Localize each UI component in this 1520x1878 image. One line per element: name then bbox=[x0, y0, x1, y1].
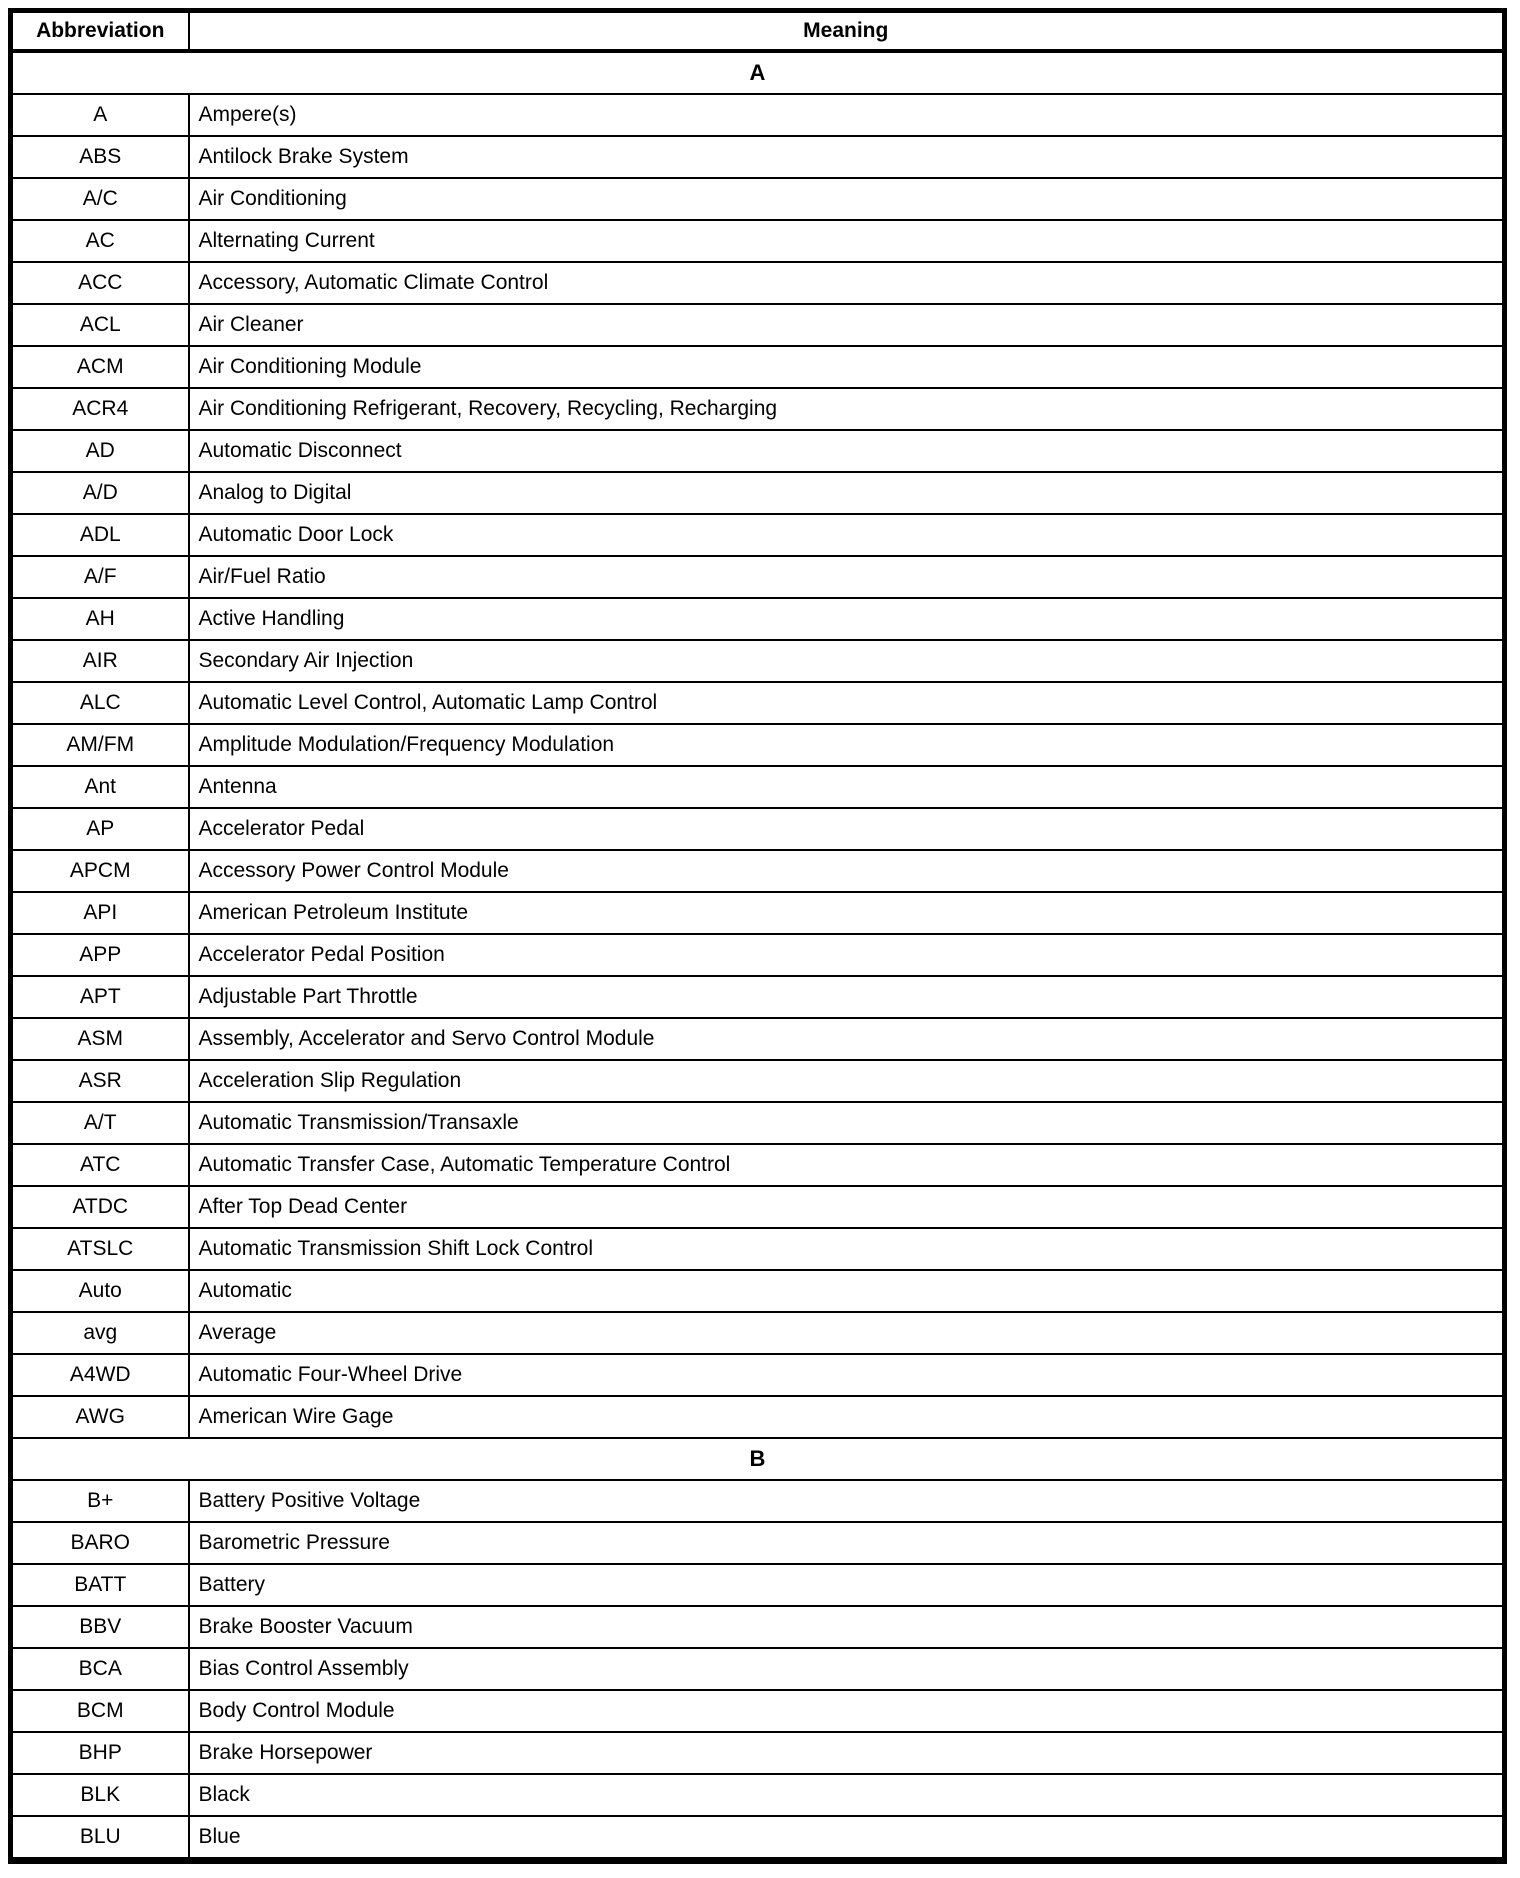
meaning-cell: Amplitude Modulation/Frequency Modulation bbox=[189, 724, 1505, 766]
table-row bbox=[11, 1228, 1505, 1270]
meaning-cell: Automatic Door Lock bbox=[189, 514, 1505, 556]
meaning-cell: Brake Horsepower bbox=[189, 1732, 1505, 1774]
abbreviation-cell: BCM bbox=[11, 1690, 189, 1732]
meaning-cell: American Petroleum Institute bbox=[189, 892, 1505, 934]
table-row bbox=[11, 640, 1505, 682]
meaning-cell: Battery Positive Voltage bbox=[189, 1480, 1505, 1522]
table-row bbox=[11, 1774, 1505, 1816]
meaning-cell: Alternating Current bbox=[189, 220, 1505, 262]
abbreviation-cell: ACR4 bbox=[11, 388, 189, 430]
meaning-cell: Automatic Transmission/Transaxle bbox=[189, 1102, 1505, 1144]
abbreviation-cell: BLK bbox=[11, 1774, 189, 1816]
table-row bbox=[11, 850, 1505, 892]
table-row bbox=[11, 934, 1505, 976]
table-row bbox=[11, 808, 1505, 850]
abbreviation-cell: ACC bbox=[11, 262, 189, 304]
table-row bbox=[11, 262, 1505, 304]
header-row bbox=[11, 11, 1505, 52]
meaning-cell: Automatic Level Control, Automatic Lamp Control bbox=[189, 682, 1505, 724]
abbreviation-cell: BCA bbox=[11, 1648, 189, 1690]
table-row bbox=[11, 472, 1505, 514]
table-row bbox=[11, 976, 1505, 1018]
table-row bbox=[11, 346, 1505, 388]
meaning-cell: Body Control Module bbox=[189, 1690, 1505, 1732]
abbreviation-cell: ACM bbox=[11, 346, 189, 388]
table-row bbox=[11, 1018, 1505, 1060]
abbreviation-table bbox=[8, 8, 1507, 1864]
meaning-cell: Secondary Air Injection bbox=[189, 640, 1505, 682]
abbreviation-cell: BHP bbox=[11, 1732, 189, 1774]
meaning-cell: Air Conditioning bbox=[189, 178, 1505, 220]
meaning-cell: Average bbox=[189, 1312, 1505, 1354]
abbreviation-cell: ASM bbox=[11, 1018, 189, 1060]
table-row bbox=[11, 1060, 1505, 1102]
table-row bbox=[11, 1606, 1505, 1648]
meaning-cell: Assembly, Accelerator and Servo Control Module bbox=[189, 1018, 1505, 1060]
meaning-cell: Acceleration Slip Regulation bbox=[189, 1060, 1505, 1102]
meaning-cell: Accelerator Pedal bbox=[189, 808, 1505, 850]
meaning-cell: Automatic Disconnect bbox=[189, 430, 1505, 472]
table-row bbox=[11, 1144, 1505, 1186]
abbreviation-cell: A/D bbox=[11, 472, 189, 514]
abbreviation-cell: BLU bbox=[11, 1816, 189, 1861]
section-label: B bbox=[11, 1438, 1505, 1480]
abbreviation-cell: Auto bbox=[11, 1270, 189, 1312]
table-row bbox=[11, 178, 1505, 220]
meaning-cell: Automatic Transfer Case, Automatic Temperature Control bbox=[189, 1144, 1505, 1186]
meaning-cell: Bias Control Assembly bbox=[189, 1648, 1505, 1690]
abbreviation-cell: API bbox=[11, 892, 189, 934]
table-row bbox=[11, 1564, 1505, 1606]
abbreviation-cell: ASR bbox=[11, 1060, 189, 1102]
meaning-cell: Accessory, Automatic Climate Control bbox=[189, 262, 1505, 304]
abbreviation-cell: B+ bbox=[11, 1480, 189, 1522]
table-row bbox=[11, 94, 1505, 136]
table-row bbox=[11, 136, 1505, 178]
meaning-cell: Antenna bbox=[189, 766, 1505, 808]
abbreviation-cell: ATC bbox=[11, 1144, 189, 1186]
table-row bbox=[11, 724, 1505, 766]
table-row bbox=[11, 1354, 1505, 1396]
abbreviation-cell: A/T bbox=[11, 1102, 189, 1144]
table-row bbox=[11, 1648, 1505, 1690]
meaning-cell: Accelerator Pedal Position bbox=[189, 934, 1505, 976]
table-row bbox=[11, 1102, 1505, 1144]
abbreviation-cell: Ant bbox=[11, 766, 189, 808]
meaning-cell: Air/Fuel Ratio bbox=[189, 556, 1505, 598]
table-row bbox=[11, 598, 1505, 640]
abbreviation-cell: BARO bbox=[11, 1522, 189, 1564]
table-row bbox=[11, 388, 1505, 430]
abbreviation-cell: AP bbox=[11, 808, 189, 850]
abbreviation-cell: ABS bbox=[11, 136, 189, 178]
meaning-cell: Accessory Power Control Module bbox=[189, 850, 1505, 892]
table-row bbox=[11, 1816, 1505, 1861]
abbreviation-cell: ATDC bbox=[11, 1186, 189, 1228]
meaning-cell: Analog to Digital bbox=[189, 472, 1505, 514]
table-row bbox=[11, 1270, 1505, 1312]
table-row bbox=[11, 1396, 1505, 1438]
section-row bbox=[11, 1438, 1505, 1480]
meaning-cell: Automatic Transmission Shift Lock Control bbox=[189, 1228, 1505, 1270]
meaning-cell: Active Handling bbox=[189, 598, 1505, 640]
table-row bbox=[11, 1186, 1505, 1228]
table-row bbox=[11, 430, 1505, 472]
meaning-column-header: Meaning bbox=[189, 11, 1505, 52]
table-row bbox=[11, 1312, 1505, 1354]
table-header bbox=[11, 11, 1505, 52]
table-row bbox=[11, 304, 1505, 346]
table-row bbox=[11, 1480, 1505, 1522]
abbreviation-cell: ADL bbox=[11, 514, 189, 556]
meaning-cell: American Wire Gage bbox=[189, 1396, 1505, 1438]
table-row bbox=[11, 514, 1505, 556]
abbreviation-cell: APCM bbox=[11, 850, 189, 892]
table-row bbox=[11, 1690, 1505, 1732]
abbreviation-cell: A/C bbox=[11, 178, 189, 220]
abbreviation-cell: AC bbox=[11, 220, 189, 262]
abbreviation-cell: avg bbox=[11, 1312, 189, 1354]
meaning-cell: Automatic Four-Wheel Drive bbox=[189, 1354, 1505, 1396]
abbreviation-cell: AIR bbox=[11, 640, 189, 682]
abbreviation-cell: ACL bbox=[11, 304, 189, 346]
meaning-cell: Battery bbox=[189, 1564, 1505, 1606]
meaning-cell: Automatic bbox=[189, 1270, 1505, 1312]
abbreviation-cell: AD bbox=[11, 430, 189, 472]
abbreviation-cell: ATSLC bbox=[11, 1228, 189, 1270]
meaning-cell: Brake Booster Vacuum bbox=[189, 1606, 1505, 1648]
table-row bbox=[11, 1522, 1505, 1564]
table-row bbox=[11, 892, 1505, 934]
meaning-cell: Blue bbox=[189, 1816, 1505, 1861]
meaning-cell: Ampere(s) bbox=[189, 94, 1505, 136]
meaning-cell: Barometric Pressure bbox=[189, 1522, 1505, 1564]
section-label: A bbox=[11, 51, 1505, 94]
abbreviation-cell: ALC bbox=[11, 682, 189, 724]
table-body bbox=[11, 51, 1505, 1861]
meaning-cell: Air Conditioning Refrigerant, Recovery, Recycling, Recharging bbox=[189, 388, 1505, 430]
table-row bbox=[11, 682, 1505, 724]
meaning-cell: Air Cleaner bbox=[189, 304, 1505, 346]
abbreviation-column-header: Abbreviation bbox=[11, 11, 189, 52]
section-row bbox=[11, 51, 1505, 94]
abbreviation-cell: BBV bbox=[11, 1606, 189, 1648]
table-row bbox=[11, 556, 1505, 598]
abbreviation-cell: A bbox=[11, 94, 189, 136]
abbreviation-cell: A/F bbox=[11, 556, 189, 598]
meaning-cell: Black bbox=[189, 1774, 1505, 1816]
meaning-cell: Adjustable Part Throttle bbox=[189, 976, 1505, 1018]
abbreviation-cell: APT bbox=[11, 976, 189, 1018]
abbreviation-cell: A4WD bbox=[11, 1354, 189, 1396]
abbreviation-cell: AH bbox=[11, 598, 189, 640]
table-row bbox=[11, 1732, 1505, 1774]
meaning-cell: Air Conditioning Module bbox=[189, 346, 1505, 388]
abbreviation-cell: BATT bbox=[11, 1564, 189, 1606]
abbreviation-cell: AM/FM bbox=[11, 724, 189, 766]
meaning-cell: Antilock Brake System bbox=[189, 136, 1505, 178]
table-row bbox=[11, 766, 1505, 808]
meaning-cell: After Top Dead Center bbox=[189, 1186, 1505, 1228]
abbreviation-cell: APP bbox=[11, 934, 189, 976]
abbreviation-cell: AWG bbox=[11, 1396, 189, 1438]
table-row bbox=[11, 220, 1505, 262]
